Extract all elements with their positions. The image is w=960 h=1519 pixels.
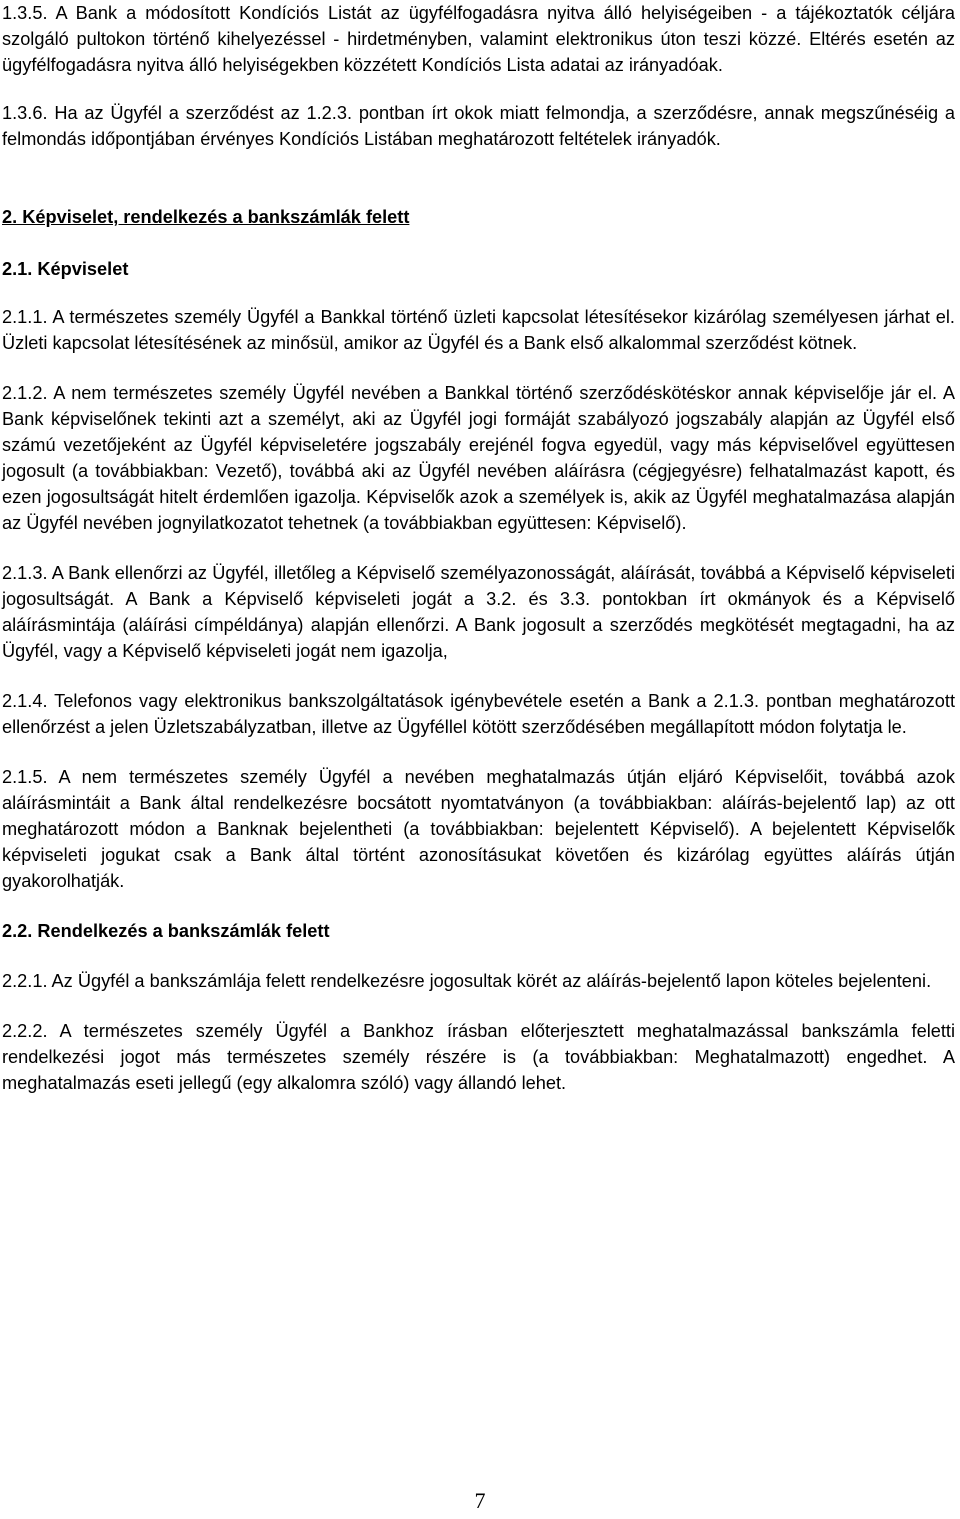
section-heading-2-2: 2.2. Rendelkezés a bankszámlák felett bbox=[2, 921, 330, 941]
page-number: 7 bbox=[474, 1488, 486, 1513]
paragraph-2-1-4: 2.1.4. Telefonos vagy elektronikus bankszolgáltatások igénybevétele esetén a Bank a 2.1.3. pontban meghatározott ellenőrzést a jelen Üzletszabályzatban, illetve az Ügyféllel kötött szerződésében megállapított módon folytatja le. bbox=[2, 691, 955, 737]
paragraph-2-1-1: 2.1.1. A természetes személy Ügyfél a Bankkal történő üzleti kapcsolat létesítésekor kizárólag személyesen járhat el. Üzleti kapcsolat létesítésének az minősül, amikor az Ügyfél és a Bank első alkalommal szerződést kötnek. bbox=[2, 307, 955, 353]
paragraph-1-3-6: 1.3.6. Ha az Ügyfél a szerződést az 1.2.3. pontban írt okok miatt felmondja, a szerződésre, annak megszűnéséig a felmondás időpontjában érvényes Kondíciós Listában meghatározott feltételek irányadók. bbox=[2, 103, 955, 149]
paragraph-2-2-1: 2.2.1. Az Ügyfél a bankszámlája felett rendelkezésre jogosultak körét az aláírás-bejelentő lapon köteles bejelenteni. bbox=[2, 971, 932, 991]
section-heading-2: 2. Képviselet, rendelkezés a bankszámlák felett bbox=[2, 207, 410, 227]
paragraph-2-1-5: 2.1.5. A nem természetes személy Ügyfél a nevében meghatalmazás útján eljáró Képviselőit, továbbá azok aláírásmintáit a Bank által rendelkezésre bocsátott nyomtatványon (a továbbiakban: aláírás-bejelentő lap) az ott meghatározott módon a Banknak bejelentheti (a továbbiakban: bejelentett Képviselő). A bejelentett Képviselők képviseleti jogukat csak a Bank által történt azonosításukat követően és kizárólag együttes aláírás útján gyakorolhatják. bbox=[2, 767, 955, 891]
section-heading-2-1: 2.1. Képviselet bbox=[2, 259, 129, 279]
paragraph-2-2-2: 2.2.2. A természetes személy Ügyfél a Bankhoz írásban előterjesztett meghatalmazással bankszámla feletti rendelkezési jogot más természetes személy részére is (a továbbiakban: Meghatalmazott) engedhet. A meghatalmazás eseti jellegű (egy alkalomra szóló) vagy állandó lehet. bbox=[2, 1021, 955, 1093]
paragraph-2-1-3: 2.1.3. A Bank ellenőrzi az Ügyfél, illetőleg a Képviselő személyazonosságát, aláírását, továbbá a Képviselő képviseleti jogosultságát. A Bank a Képviselő képviseleti jogát a 3.2. és 3.3. pontokban írt okmányok és a Képviselő aláírásmintája (aláírási címpéldánya) alapján ellenőrzi. A Bank jogosult a szerződés megkötését megtagadni, ha az Ügyfél, vagy a Képviselő képviseleti jogát nem igazolja, bbox=[2, 563, 955, 661]
paragraph-2-1-2: 2.1.2. A nem természetes személy Ügyfél nevében a Bankkal történő szerződéskötéskor annak képviselője jár el. A Bank képviselőnek tekinti azt a személyt, aki az Ügyfél jogi formáját szabályozó jogszabály alapján az Ügyfél első számú vezetőjeként az Ügyfél képviseletére jogszabály erejénél fogva egyedül, vagy más képviselővel együttesen jogosult (a továbbiakban: Vezető), továbbá aki az Ügyfél nevében aláírásra (cégjegyésre) felhatalmazást kapott, és ezen jogosultságát hitelt érdemlően igazolja. Képviselők azok a személyek is, akik az Ügyfél meghatalmazása alapján az Ügyfél nevében jognyilatkozatot tehetnek (a továbbiakban együttesen: Képviselő). bbox=[2, 383, 955, 533]
paragraph-1-3-5: 1.3.5. A Bank a módosított Kondíciós Listát az ügyfélfogadásra nyitva álló helyiségeiben - a tájékoztatók céljára szolgáló pultokon történő kihelyezéssel - hirdetményben, valamint elektronikus úton teszi közzé. Eltérés esetén az ügyfélfogadásra nyitva álló helyiségekben közzétett Kondíciós Lista adatai az irányadóak. bbox=[2, 3, 955, 75]
page-body bbox=[2, 0, 955, 1096]
